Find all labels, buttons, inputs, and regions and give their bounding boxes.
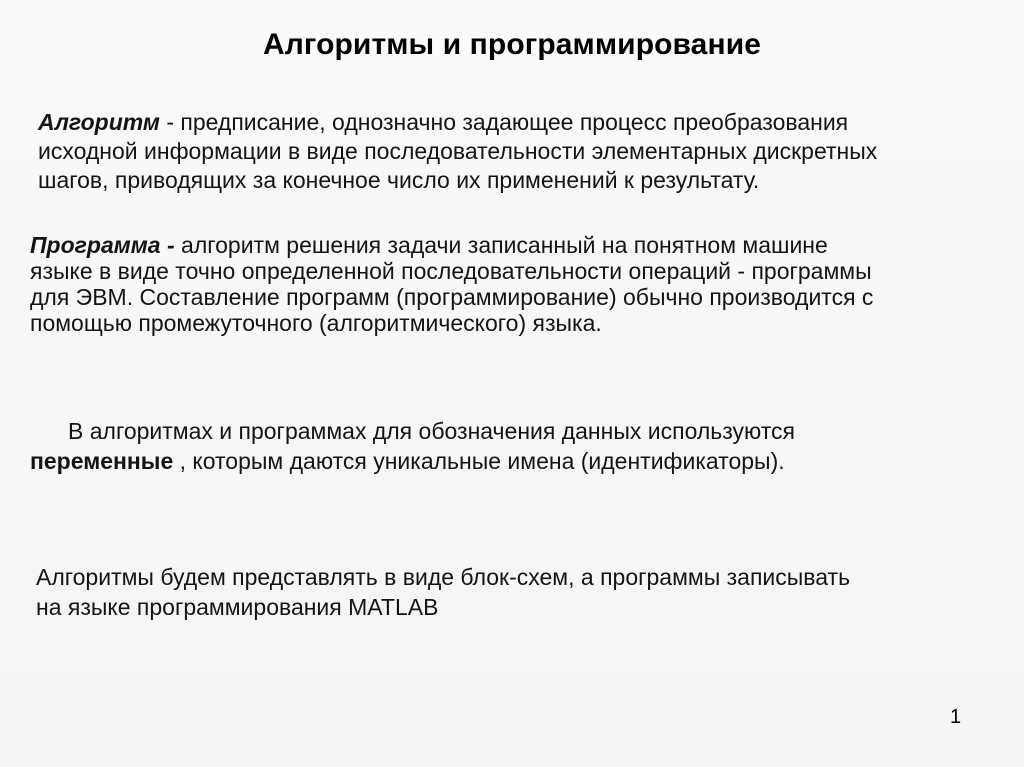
program-text-line2: языке в виде точно определенной последовательности операций - программы: [30, 258, 872, 284]
algorithm-text-line3: шагов, приводящих за конечное число их применений к результату.: [38, 167, 760, 193]
algorithm-text-line1: - предписание, однозначно задающее процесс преобразования: [159, 109, 849, 135]
variables-paragraph: [30, 416, 990, 476]
representation-text-line2: на языке программирования MATLAB: [36, 594, 439, 620]
representation-text-line1: Алгоритмы будем представлять в виде блок-схем, а программы записывать: [36, 564, 851, 590]
program-text-line1: алгоритм решения задачи записанный на понятном машине: [174, 232, 828, 258]
variables-term: переменные: [30, 448, 174, 474]
algorithm-text-line2: исходной информации в виде последовательности элементарных дискретных: [38, 138, 878, 164]
program-term: Программа -: [30, 232, 175, 258]
program-definition: [30, 232, 1010, 336]
algorithm-term: Алгоритм: [38, 109, 160, 135]
variables-text-line1: В алгоритмах и программах для обозначения данных используются: [68, 418, 796, 444]
slide-title: Алгоритмы и программирование: [262, 28, 762, 61]
representation-paragraph: [36, 562, 996, 622]
program-text-line3: для ЭВМ. Составление программ (программирование) обычно производится с: [30, 284, 874, 310]
variables-text-line2: , которым даются уникальные имена (идентификаторы).: [173, 448, 785, 474]
algorithm-definition: [38, 108, 998, 195]
page-number: 1: [950, 706, 962, 728]
program-text-line4: помощью промежуточного (алгоритмического) языка.: [30, 310, 602, 336]
